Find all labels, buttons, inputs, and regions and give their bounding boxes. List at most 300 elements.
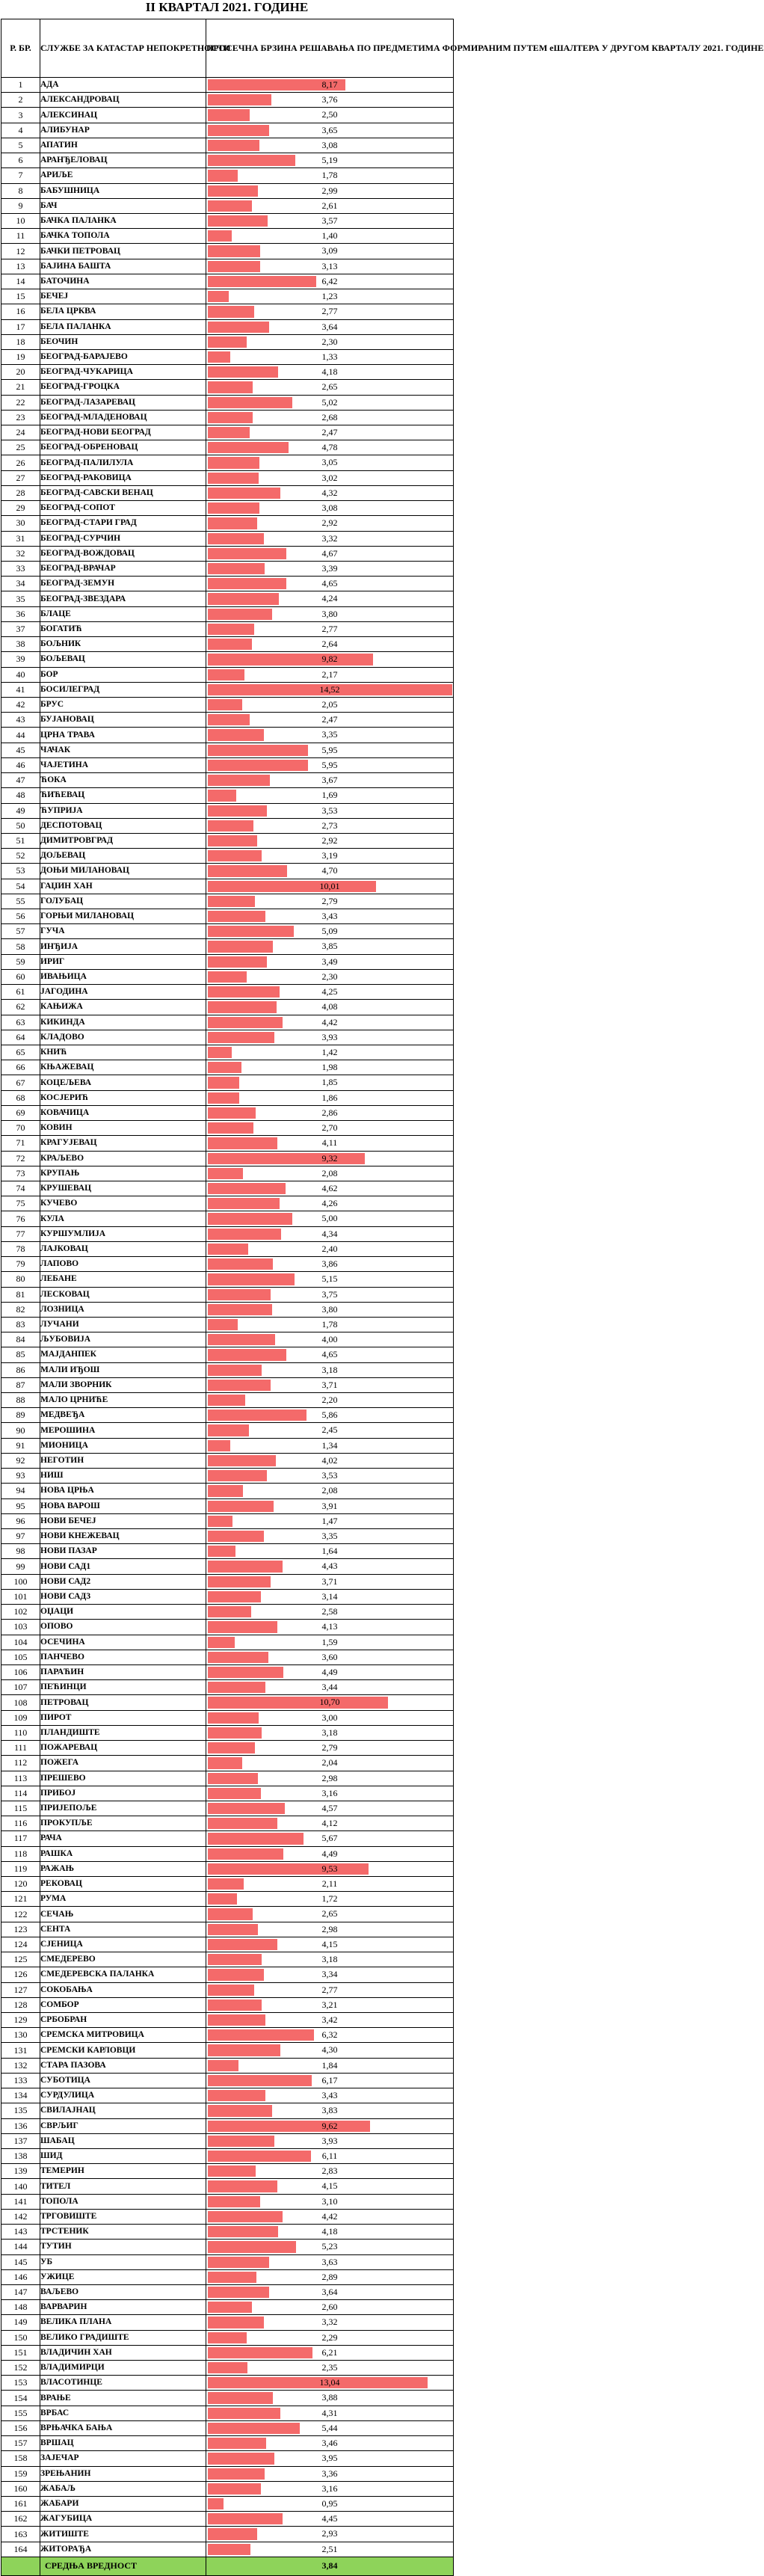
office-name: БЕОГРАД-ГРОЦКА [40,380,206,395]
speed-cell [206,1498,454,1513]
office-name: БОГАТИЋ [40,621,206,636]
office-name: ТРСТЕНИК [40,2225,206,2240]
office-name: БЕЛА ПАЛАНКА [40,319,206,334]
table-header [1,19,764,78]
speed-cell [206,2315,454,2330]
row-number: 161 [1,2497,40,2512]
speed-value: 3,85 [321,941,338,952]
speed-cell [206,1241,454,1256]
speed-cell [206,1801,454,1816]
speed-value: 9,82 [321,654,338,665]
office-name: ВРШАЦ [40,2436,206,2451]
speed-cell [206,2043,454,2058]
row-number: 45 [1,743,40,757]
table-row [1,1030,454,1045]
office-name: НОВИ САД2 [40,1574,206,1589]
speed-cell [206,78,454,93]
row-number: 6 [1,153,40,168]
office-name: МАЛИ ЗВОРНИК [40,1377,206,1392]
table-row [1,2420,454,2435]
speed-cell [206,1272,454,1287]
office-name: МАЛО ЦРНИЋЕ [40,1393,206,1408]
row-number: 101 [1,1589,40,1604]
row-number: 123 [1,1922,40,1937]
table-row [1,78,454,93]
table-row [1,425,454,440]
table-row [1,1741,454,1756]
speed-value: 3,53 [321,805,338,816]
table-row [1,894,454,909]
office-name: НОВИ САД1 [40,1559,206,1574]
office-name: БАЧ [40,198,206,213]
speed-value: 5,02 [321,396,338,408]
row-number: 112 [1,1756,40,1771]
speed-value: 2,47 [321,714,338,725]
speed-value: 4,65 [321,578,338,589]
office-name: СВРЉИГ [40,2118,206,2133]
speed-cell [206,1121,454,1136]
speed-cell [206,879,454,894]
table-row [1,470,454,485]
table-row [1,1241,454,1256]
speed-value: 3,95 [321,2453,338,2464]
row-number: 66 [1,1060,40,1075]
speed-cell [206,1635,454,1650]
speed-value: 1,40 [321,230,338,242]
table-row [1,1045,454,1060]
office-name: БАЈИНА БАШТА [40,259,206,274]
row-number: 26 [1,455,40,470]
office-name: ВЕЛИКО ГРАДИШТЕ [40,2330,206,2345]
office-name: ДОЉЕВАЦ [40,849,206,864]
speed-cell [206,697,454,712]
speed-value: 9,62 [321,2120,338,2131]
row-number: 50 [1,818,40,833]
speed-value: 3,43 [321,2090,338,2101]
office-name: ВЛАДИМИРЦИ [40,2361,206,2376]
speed-cell [206,365,454,380]
table-row [1,1680,454,1695]
office-name: УБ [40,2254,206,2269]
table-row [1,1937,454,1952]
row-number: 56 [1,909,40,924]
office-name: СУРДУЛИЦА [40,2088,206,2103]
row-number: 24 [1,425,40,440]
speed-value: 3,57 [321,215,338,226]
speed-value: 2,04 [321,1757,338,1768]
speed-cell [206,1605,454,1620]
table-row [1,2073,454,2088]
speed-value: 4,62 [321,1182,338,1193]
speed-cell [206,667,454,682]
office-name: АЛЕКСИНАЦ [40,108,206,123]
row-number: 120 [1,1877,40,1892]
speed-cell [206,2391,454,2406]
row-number: 69 [1,1105,40,1120]
office-name: БЕОГРАД-ОБРЕНОВАЦ [40,440,206,455]
speed-value: 3,88 [321,2392,338,2403]
office-name: ВЛАСОТИНЦЕ [40,2376,206,2391]
speed-value: 4,42 [321,1016,338,1027]
speed-cell [206,1831,454,1846]
office-name: ЖАБАЉ [40,2481,206,2496]
speed-cell [206,1090,454,1105]
office-name: ПРОКУПЉЕ [40,1816,206,1831]
office-name: БЕЧЕЈ [40,289,206,304]
office-name: ВРАЊЕ [40,2391,206,2406]
speed-value: 2,77 [321,623,338,634]
row-number: 104 [1,1635,40,1650]
table-row [1,259,454,274]
office-name: ПЕТРОВАЦ [40,1695,206,1710]
office-name: ПИРОТ [40,1710,206,1725]
speed-cell [206,1952,454,1967]
table-row [1,591,454,606]
table-row [1,1453,454,1468]
office-name: ВРЊАЧКА БАЊА [40,2420,206,2435]
table-row [1,546,454,561]
speed-value: 4,12 [321,1818,338,1829]
row-number: 72 [1,1151,40,1166]
office-name: БЕОЧИН [40,334,206,349]
speed-cell [206,1907,454,1922]
office-name: КЊАЖЕВАЦ [40,1060,206,1075]
row-number: 134 [1,2088,40,2103]
speed-cell [206,1423,454,1438]
row-number: 151 [1,2345,40,2360]
row-number: 157 [1,2436,40,2451]
speed-value: 3,18 [321,1727,338,1738]
speed-value: 3,18 [321,1954,338,1965]
speed-cell [206,395,454,410]
row-number: 38 [1,637,40,652]
office-name: СМЕДЕРЕВО [40,1952,206,1967]
table-row [1,93,454,108]
office-name: РЕКОВАЦ [40,1877,206,1892]
row-number: 8 [1,183,40,198]
speed-cell [206,939,454,954]
office-name: МИОНИЦА [40,1438,206,1453]
office-name: КУЧЕВО [40,1196,206,1211]
office-name: КРУПАЊ [40,1166,206,1181]
speed-cell [206,2118,454,2133]
speed-value: 4,49 [321,1848,338,1859]
table-row [1,757,454,772]
speed-cell [206,1922,454,1937]
office-name: СРЕМСКИ КАРЛОВЦИ [40,2043,206,2058]
office-name: ЋОКА [40,773,206,788]
office-name: ЖАГУБИЦА [40,2512,206,2527]
office-name: МАЈДАНПЕК [40,1347,206,1362]
speed-cell [206,455,454,470]
speed-value: 2,92 [321,517,338,529]
header-average-speed: ПРОСЕЧНА БРЗИНА РЕШАВАЊА ПО ПРЕДМЕТИМА ФОРМИРАНИМ ПУТЕМ еШАЛТЕРА У ДРУГОМ КВАРТАЛУ 2021. ГОДИНЕ [206,19,454,78]
table-row [1,380,454,395]
table-row [1,1423,454,1438]
speed-cell [206,2284,454,2299]
office-name: ЋИЋЕВАЦ [40,788,206,803]
table-row [1,455,454,470]
table-row [1,516,454,531]
table-row [1,440,454,455]
speed-value: 3,35 [321,1531,338,1541]
speed-value: 2,51 [321,2543,338,2554]
table-row [1,1498,454,1513]
speed-cell [206,606,454,621]
speed-value: 3,16 [321,2483,338,2494]
speed-cell [206,1771,454,1786]
row-number: 119 [1,1861,40,1876]
table-row [1,1181,454,1196]
office-name: СОМБОР [40,1997,206,2012]
row-number: 58 [1,939,40,954]
table-row [1,531,454,546]
speed-cell [206,410,454,425]
office-name: БЕЛА ЦРКВА [40,304,206,319]
office-name: БЕОГРАД-СУРЧИН [40,531,206,546]
speed-value: 5,15 [321,1273,338,1285]
speed-cell [206,2481,454,2496]
row-number: 31 [1,531,40,546]
speed-value: 1,59 [321,1636,338,1647]
speed-cell [206,1045,454,1060]
speed-value: 3,36 [321,2468,338,2479]
row-number: 124 [1,1937,40,1952]
office-name: ДОЊИ МИЛАНОВАЦ [40,864,206,879]
speed-value: 4,57 [321,1802,338,1813]
table-row [1,2512,454,2527]
row-number: 99 [1,1559,40,1574]
office-name: ОСЕЧИНА [40,1635,206,1650]
row-number: 162 [1,2512,40,2527]
table-row [1,304,454,319]
row-number: 43 [1,713,40,728]
office-name: ПОЖАРЕВАЦ [40,1741,206,1756]
speed-value: 4,26 [321,1198,338,1209]
speed-cell [206,531,454,546]
speed-cell [206,213,454,228]
row-number: 75 [1,1196,40,1211]
row-number: 147 [1,2284,40,2299]
table-row [1,2376,454,2391]
office-name: ТИТЕЛ [40,2179,206,2194]
speed-value: 5,09 [321,926,338,937]
office-name: ПЕЋИНЦИ [40,1680,206,1695]
speed-cell [206,2240,454,2254]
speed-cell [206,1408,454,1423]
office-name: БАЧКА ТОПОЛА [40,229,206,244]
speed-value: 4,42 [321,2210,338,2222]
row-number: 115 [1,1801,40,1816]
table-row [1,985,454,1000]
table-row [1,138,454,153]
speed-value: 4,78 [321,442,338,453]
office-name: СВИЛАЈНАЦ [40,2103,206,2118]
speed-cell [206,1287,454,1302]
table-row [1,213,454,228]
table-row [1,1484,454,1498]
speed-value: 3,67 [321,775,338,786]
row-number: 122 [1,1907,40,1922]
table-row [1,939,454,954]
row-number: 78 [1,1241,40,1256]
row-number: 108 [1,1695,40,1710]
speed-cell [206,577,454,591]
table-row [1,1801,454,1816]
table-row [1,1393,454,1408]
speed-value: 2,98 [321,1923,338,1934]
speed-value: 6,17 [321,2074,338,2085]
table-row [1,395,454,410]
header-row-number: Р. БР. [1,19,40,78]
speed-cell [206,1741,454,1756]
row-number: 28 [1,485,40,500]
speed-cell [206,1211,454,1226]
speed-value: 1,23 [321,291,338,302]
speed-cell [206,652,454,667]
speed-cell [206,229,454,244]
office-name: ЖИТИШТЕ [40,2527,206,2542]
table-row [1,2209,454,2224]
row-number: 152 [1,2361,40,2376]
speed-cell [206,1151,454,1166]
table-row [1,2254,454,2269]
row-number: 47 [1,773,40,788]
office-name: КИКИНДА [40,1015,206,1030]
speed-value: 3,44 [321,1682,338,1693]
office-name: КНИЋ [40,1045,206,1060]
row-number: 59 [1,954,40,969]
speed-cell [206,562,454,577]
row-number: 29 [1,501,40,516]
speed-value: 2,58 [321,1606,338,1617]
office-name: ДИМИТРОВГРАД [40,833,206,848]
speed-value: 2,29 [321,2331,338,2343]
speed-value: 1,84 [321,2059,338,2071]
office-name: НОВА ВАРОШ [40,1498,206,1513]
speed-value: 2,93 [321,2528,338,2539]
row-number: 142 [1,2209,40,2224]
speed-value: 4,25 [321,986,338,997]
table-row [1,1438,454,1453]
speed-value: 2,77 [321,1984,338,1995]
speed-value: 3,14 [321,1590,338,1602]
table-row [1,2043,454,2058]
speed-cell [206,1196,454,1211]
office-name: КРАГУЈЕВАЦ [40,1136,206,1151]
table-row [1,1664,454,1679]
speed-cell [206,954,454,969]
row-number: 64 [1,1030,40,1045]
speed-cell [206,728,454,743]
speed-value: 2,40 [321,1243,338,1254]
speed-cell [206,1664,454,1679]
row-number: 130 [1,2028,40,2043]
office-name: КУРШУМЛИЈА [40,1226,206,1241]
office-name: ОЏАЦИ [40,1605,206,1620]
row-number: 79 [1,1257,40,1272]
office-name: МАЛИ ИЂОШ [40,1362,206,1377]
table-row [1,1060,454,1075]
speed-value: 2,98 [321,1772,338,1783]
speed-cell [206,168,454,183]
speed-value: 3,80 [321,608,338,619]
row-number: 63 [1,1015,40,1030]
speed-cell [206,1438,454,1453]
table-row [1,849,454,864]
table-row [1,1151,454,1166]
office-name: АРАНЂЕЛОВАЦ [40,153,206,168]
speed-value: 3,49 [321,956,338,967]
speed-cell [206,153,454,168]
row-number: 77 [1,1226,40,1241]
speed-cell [206,743,454,757]
office-name: КРУШЕВАЦ [40,1181,206,1196]
row-number: 55 [1,894,40,909]
speed-value: 2,17 [321,668,338,680]
row-number: 117 [1,1831,40,1846]
speed-cell [206,108,454,123]
table-row [1,1922,454,1937]
office-name: ПЛАНДИШТЕ [40,1725,206,1740]
table-row [1,108,454,123]
table-row [1,1226,454,1241]
speed-value: 3,64 [321,321,338,332]
speed-value: 3,75 [321,1288,338,1300]
row-number: 159 [1,2466,40,2481]
speed-cell [206,1332,454,1347]
office-name: РАЖАЊ [40,1861,206,1876]
row-number: 16 [1,304,40,319]
speed-cell [206,1453,454,1468]
speed-cell [206,1469,454,1484]
speed-value: 3,80 [321,1303,338,1315]
office-name: АЛЕКСАНДРОВАЦ [40,93,206,108]
speed-value: 4,34 [321,1228,338,1239]
row-number: 81 [1,1287,40,1302]
office-name: БЕОГРАД-БАРАЈЕВО [40,349,206,364]
office-name: СРЕМСКА МИТРОВИЦА [40,2028,206,2043]
speed-cell [206,773,454,788]
row-number: 93 [1,1469,40,1484]
office-name: ЋУПРИЈА [40,803,206,818]
row-number: 110 [1,1725,40,1740]
table-row [1,183,454,198]
table-row [1,1695,454,1710]
office-name: НИШ [40,1469,206,1484]
office-name: ИНЂИЈА [40,939,206,954]
speed-cell [206,2148,454,2163]
office-name: НОВИ КНЕЖЕВАЦ [40,1529,206,1544]
table-row [1,2345,454,2360]
row-number: 54 [1,879,40,894]
speed-cell [206,1347,454,1362]
row-number: 52 [1,849,40,864]
row-number: 9 [1,198,40,213]
office-name: МЕРОШИНА [40,1423,206,1438]
speed-value: 1,78 [321,170,338,181]
speed-value: 2,77 [321,306,338,317]
row-number: 62 [1,1000,40,1015]
speed-value: 3,39 [321,563,338,574]
speed-cell [206,380,454,395]
speed-value: 9,32 [321,1152,338,1163]
row-number: 92 [1,1453,40,1468]
table-row [1,1574,454,1589]
office-name: ЛУЧАНИ [40,1317,206,1332]
row-number: 90 [1,1423,40,1438]
speed-cell [206,1589,454,1604]
